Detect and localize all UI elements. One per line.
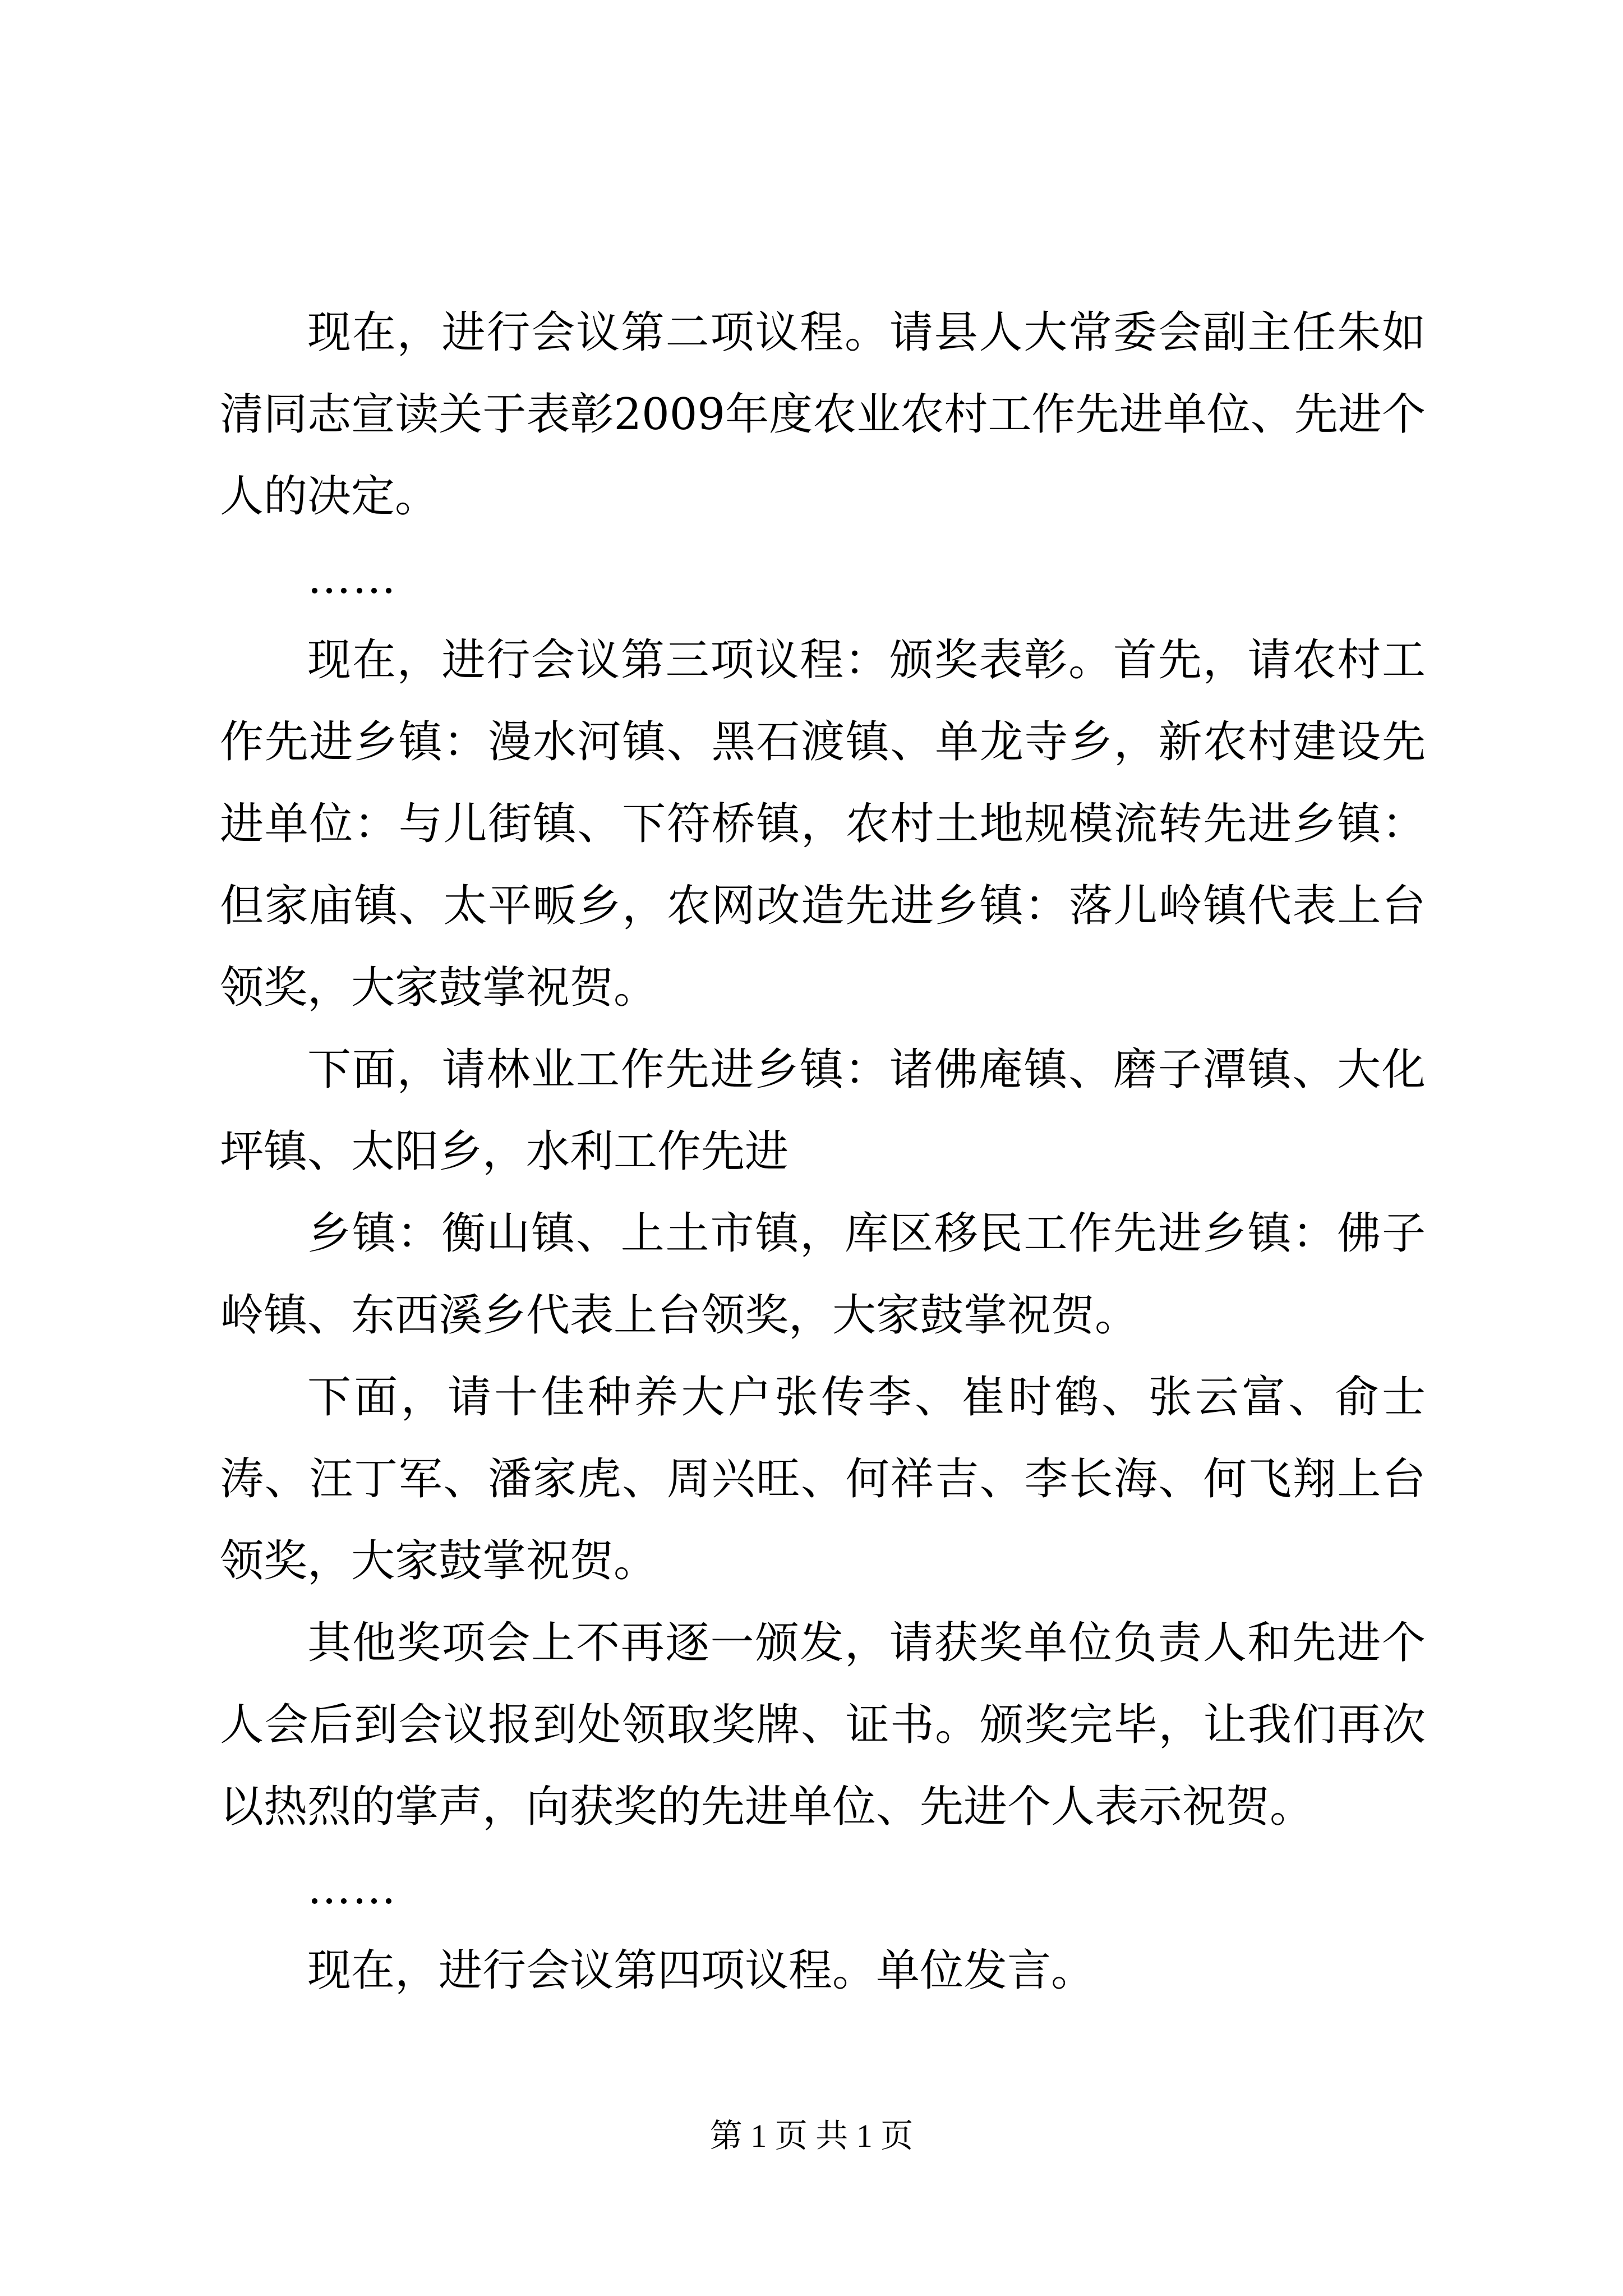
page-footer: 第 1 页 共 1 页 xyxy=(709,2118,914,2154)
paragraph-agenda-item-4: 现在，进行会议第四项议程。单位发言。 xyxy=(307,1945,1095,1996)
paragraph-other-awards: 其他奖项会上不再逐一颁发，请获奖单位负责人和先进个人会后到会议报到处领取奖牌、证书。颁奖完毕，让我们再次以热烈的掌声，向获奖的先进单位、先进个人表示祝贺。 xyxy=(220,1618,1426,1832)
ellipsis-separator: …… xyxy=(307,1864,397,1914)
document-body xyxy=(220,292,1426,2012)
paragraph-agenda-item-3: 现在，进行会议第三项议程：颁奖表彰。首先，请农村工作先进乡镇：漫水河镇、黑石渡镇、单龙寺乡，新农村建设先进单位：与儿街镇、下符桥镇，农村土地规模流转先进乡镇：但家庙镇、太平畈乡，农网改造先进乡镇：落儿岭镇代表上台领奖，大家鼓掌祝贺。 xyxy=(220,635,1426,1013)
paragraph-agenda-item-2: 现在，进行会议第二项议程。请县人大常委会副主任朱如清同志宣读关于表彰2009年度农业农村工作先进单位、先进个人的决定。 xyxy=(220,307,1426,522)
paragraph-forestry-award: 下面，请林业工作先进乡镇：诸佛庵镇、磨子潭镇、大化坪镇、太阳乡，水利工作先进 xyxy=(220,1045,1426,1177)
paragraph-water-resettlement-award: 乡镇：衡山镇、上土市镇，库区移民工作先进乡镇：佛子岭镇、东西溪乡代表上台领奖，大家鼓掌祝贺。 xyxy=(220,1208,1426,1341)
ellipsis-separator: …… xyxy=(307,553,397,604)
paragraph-top-ten-farmers: 下面，请十佳种养大户张传李、崔时鹤、张云富、俞士涛、汪丁军、潘家虎、周兴旺、何祥吉、李长海、何飞翔上台领奖，大家鼓掌祝贺。 xyxy=(220,1372,1426,1586)
